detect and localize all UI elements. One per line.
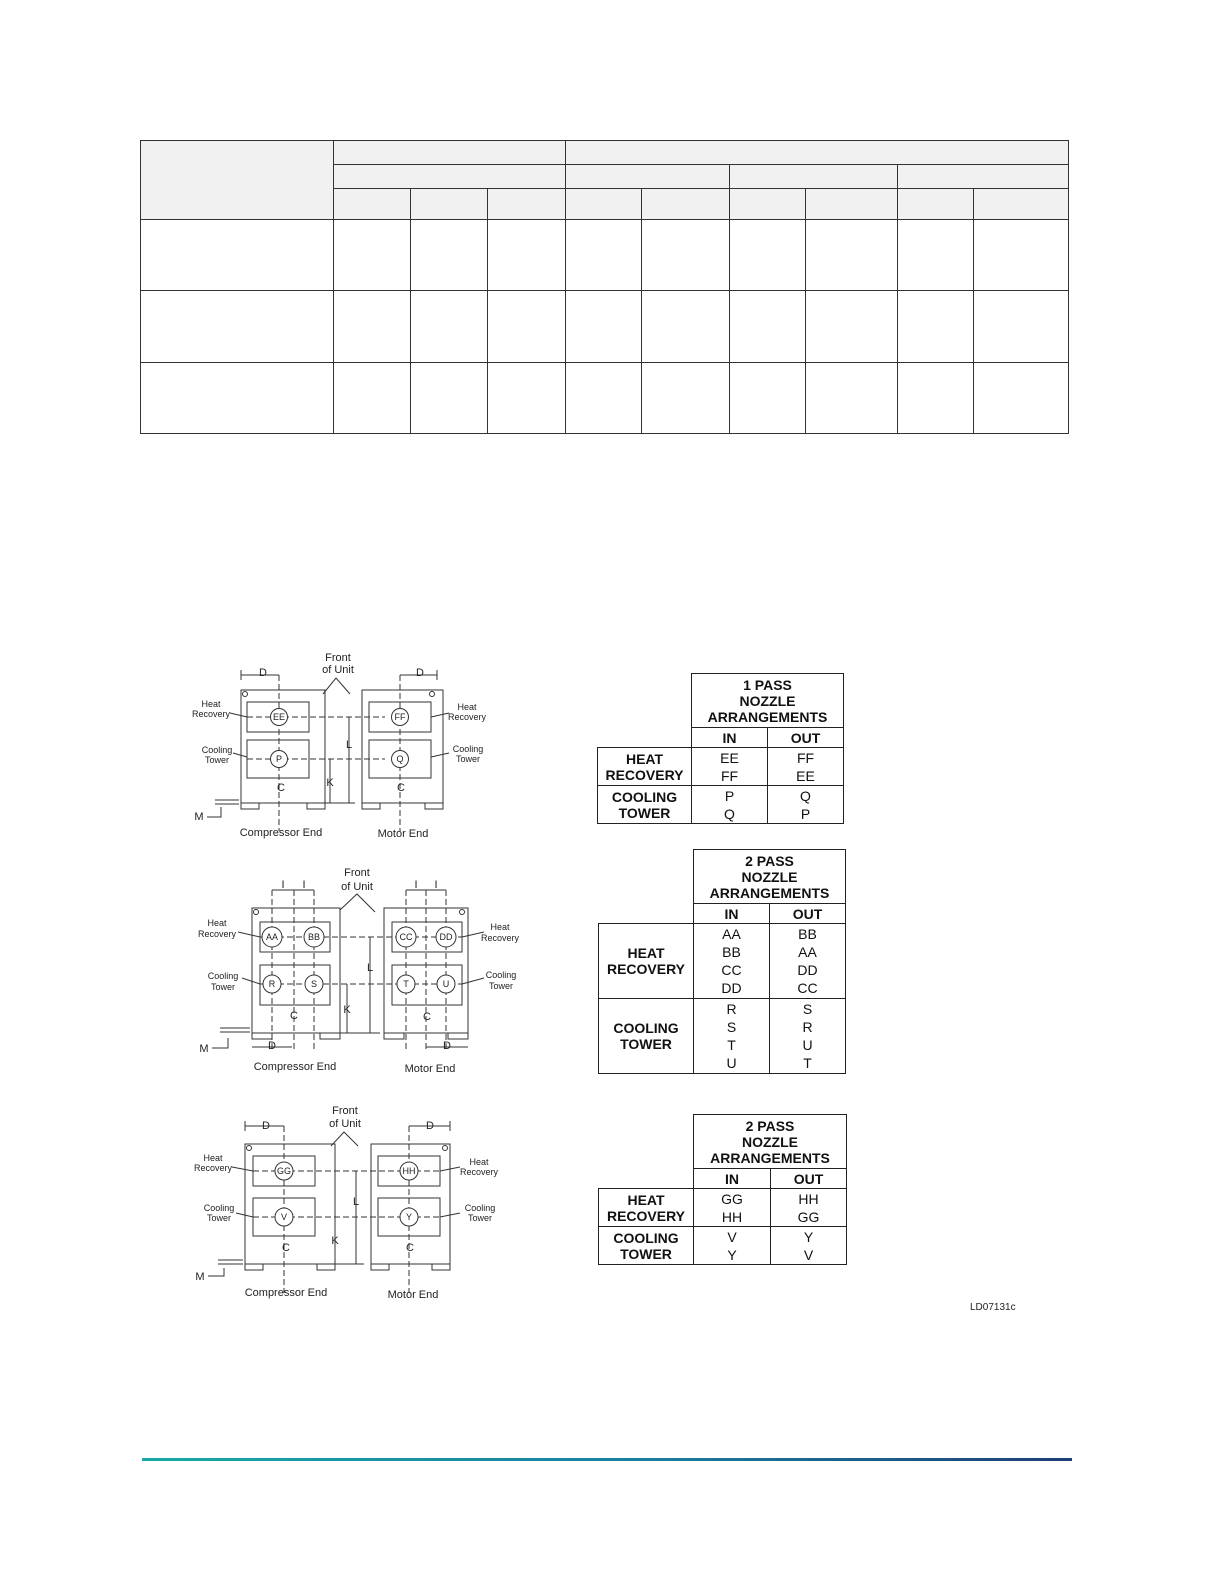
table-header-cell	[898, 189, 974, 220]
cool-in-cell: P Q	[692, 786, 768, 824]
centerline-symbol: C	[277, 782, 285, 794]
table-cell	[566, 362, 642, 433]
table-cell	[806, 362, 898, 433]
table-cell	[898, 220, 974, 291]
dim-l-label: L	[345, 739, 353, 751]
table-header-cell	[566, 189, 642, 220]
table-row	[599, 1227, 847, 1265]
table-cell	[642, 220, 730, 291]
nozzle-u-label: U	[442, 979, 450, 989]
dim-d-label: D	[426, 1120, 434, 1132]
table-cell	[488, 362, 566, 433]
row-header-heat-recovery: HEAT RECOVERY	[599, 924, 694, 999]
compressor-end-label: Compressor End	[253, 1061, 337, 1073]
heat-recovery-label-right: Heat	[490, 922, 510, 932]
front-of-unit-line2: of Unit	[322, 664, 354, 676]
heat-out-cell: HH GG	[771, 1189, 847, 1227]
table-row	[141, 362, 1069, 433]
row-header-heat-recovery: HEAT RECOVERY	[599, 1189, 694, 1227]
heat-recovery-label-left: Heat	[201, 699, 221, 709]
dim-d-label: D	[262, 1120, 270, 1132]
cooling-tower-label-right: Cooling	[452, 744, 484, 754]
dim-k-label: K	[343, 1004, 351, 1016]
nozzle-ee-label: EE	[272, 712, 286, 722]
centerline-symbol: C	[423, 1011, 431, 1023]
table-header-cell	[334, 165, 566, 189]
front-of-unit-line2: of Unit	[329, 1118, 361, 1130]
table-row	[599, 999, 846, 1074]
nozzle-t-label: T	[403, 979, 409, 989]
table-cell	[411, 291, 488, 362]
cool-in-cell: R S T U	[694, 999, 770, 1074]
cool-in-cell: V Y	[694, 1227, 771, 1265]
motor-end-label: Motor End	[404, 1063, 456, 1075]
nozzle-q-label: Q	[396, 754, 404, 764]
dim-d-label: D	[259, 667, 267, 679]
table-row	[598, 786, 844, 824]
table-row	[141, 291, 1069, 362]
table-cell	[566, 220, 642, 291]
table-header-cell	[411, 189, 488, 220]
nozzle-gg-label: GG	[276, 1166, 292, 1176]
cooling-tower-label-left-2: Tower	[206, 1213, 232, 1223]
cooling-tower-label-left-2: Tower	[210, 982, 236, 992]
nozzle-bb-label: BB	[307, 932, 321, 942]
table-header-cell	[974, 189, 1069, 220]
table-row	[599, 1189, 847, 1227]
nozzle-ff-label: FF	[394, 712, 406, 722]
table-cell	[974, 362, 1069, 433]
heat-recovery-label-right-2: Recovery	[459, 1167, 499, 1177]
heat-recovery-label-left: Heat	[207, 918, 227, 928]
table-cell	[730, 220, 806, 291]
table-header-cell	[642, 189, 730, 220]
table-header-cell	[488, 189, 566, 220]
table-cell	[411, 362, 488, 433]
column-header-out: OUT	[770, 904, 846, 924]
column-header-in: IN	[694, 1169, 771, 1189]
table-cell	[334, 291, 411, 362]
table-cell	[334, 220, 411, 291]
nozzle-diagram-2-pass-a	[190, 860, 530, 1080]
row-header-cooling-tower: COOLING TOWER	[598, 786, 692, 824]
table-cell	[898, 291, 974, 362]
dim-m-label: M	[199, 1043, 209, 1055]
table-cell	[898, 362, 974, 433]
heat-out-cell: BB AA DD CC	[770, 924, 846, 999]
column-header-in: IN	[694, 904, 770, 924]
row-header-cooling-tower: COOLING TOWER	[599, 1227, 694, 1265]
nozzle-dd-label: DD	[439, 932, 453, 942]
nozzle-r-label: R	[268, 979, 276, 989]
cool-out-cell: Q P	[768, 786, 844, 824]
table-header-cell	[566, 165, 730, 189]
motor-end-label: Motor End	[387, 1289, 439, 1301]
table-header-cell	[566, 141, 1069, 165]
table-header-cell	[898, 165, 1069, 189]
dim-d-label: D	[443, 1040, 451, 1052]
centerline-symbol: C	[290, 1010, 298, 1022]
footer-rule	[142, 1458, 1072, 1461]
column-header-in: IN	[692, 728, 768, 748]
centerline-symbol: C	[406, 1242, 414, 1254]
cooling-tower-label-right-2: Tower	[467, 1213, 493, 1223]
heat-recovery-label-left: Heat	[203, 1153, 223, 1163]
heat-recovery-label-left-2: Recovery	[193, 1163, 233, 1173]
nozzle-arrangement-table-2-pass-a	[598, 849, 846, 1074]
compressor-end-label: Compressor End	[244, 1287, 328, 1299]
dim-d-label: D	[268, 1040, 276, 1052]
cooling-tower-label-left: Cooling	[203, 1203, 235, 1213]
table-cell	[806, 291, 898, 362]
nozzle-p-label: P	[275, 754, 283, 764]
motor-end-label: Motor End	[377, 828, 429, 840]
table-header-cell	[730, 189, 806, 220]
table-header-cell	[334, 141, 566, 165]
front-of-unit-line1: Front	[325, 652, 351, 664]
nozzle-arrangement-table-1-pass	[597, 673, 844, 824]
table-cell	[642, 362, 730, 433]
table-cell	[806, 220, 898, 291]
dim-l-label: L	[366, 962, 374, 974]
cool-out-cell: Y V	[771, 1227, 847, 1265]
table-row	[599, 924, 846, 999]
dim-i-label: I	[414, 879, 418, 891]
nozzle-v-label: V	[280, 1212, 288, 1222]
cool-out-cell: S R U T	[770, 999, 846, 1074]
cooling-tower-label-right: Cooling	[485, 970, 517, 980]
table-cell	[642, 291, 730, 362]
dim-l-label: L	[352, 1196, 360, 1208]
table-header-cell	[730, 165, 898, 189]
table-cell	[141, 220, 334, 291]
front-of-unit-line2: of Unit	[341, 881, 373, 893]
front-of-unit-line1: Front	[332, 1105, 358, 1117]
nozzle-cc-label: CC	[399, 932, 413, 942]
nozzle-hh-label: HH	[402, 1166, 416, 1176]
table-row	[141, 220, 1069, 291]
heat-in-cell: EE FF	[692, 748, 768, 786]
nozzle-y-label: Y	[405, 1212, 413, 1222]
heat-recovery-label-left-2: Recovery	[197, 929, 237, 939]
table-cell	[974, 220, 1069, 291]
table-cell	[730, 291, 806, 362]
heat-in-cell: AA BB CC DD	[694, 924, 770, 999]
dim-k-label: K	[326, 777, 334, 789]
cooling-tower-label-right-2: Tower	[488, 981, 514, 991]
table-header-cell	[806, 189, 898, 220]
heat-out-cell: FF EE	[768, 748, 844, 786]
table-cell	[488, 291, 566, 362]
nozzle-aa-label: AA	[265, 932, 279, 942]
heat-in-cell: GG HH	[694, 1189, 771, 1227]
column-header-out: OUT	[768, 728, 844, 748]
table-row	[598, 748, 844, 786]
dim-i-label: I	[302, 879, 306, 891]
nozzle-arrangement-table-2-pass-b	[598, 1114, 847, 1265]
dim-d-label: D	[416, 667, 424, 679]
table-cell	[334, 362, 411, 433]
table-header-row	[141, 141, 1069, 165]
dim-m-label: M	[194, 811, 204, 823]
dim-m-label: M	[195, 1271, 205, 1283]
front-of-unit-line1: Front	[344, 867, 370, 879]
table-cell	[411, 220, 488, 291]
nozzle-diagram-2-pass-b	[188, 1098, 508, 1308]
cooling-tower-label-right: Cooling	[464, 1203, 496, 1213]
cooling-tower-label-left: Cooling	[201, 745, 233, 755]
nozzle-diagram-1-pass	[185, 645, 515, 845]
table-cell	[566, 291, 642, 362]
table-cell	[141, 291, 334, 362]
cooling-tower-label-left: Cooling	[207, 971, 239, 981]
compressor-end-label: Compressor End	[239, 827, 323, 839]
centerline-symbol: C	[397, 782, 405, 794]
heat-recovery-label-right-2: Recovery	[480, 933, 520, 943]
dim-i-label: I	[434, 879, 438, 891]
heat-recovery-label-right: Heat	[457, 702, 477, 712]
table-corner-cell	[141, 141, 334, 220]
table-header-cell	[334, 189, 411, 220]
dim-k-label: K	[331, 1235, 339, 1247]
table-cell	[974, 291, 1069, 362]
dim-i-label: I	[281, 879, 285, 891]
cooling-tower-label-right-2: Tower	[455, 754, 481, 764]
cooling-tower-label-left-2: Tower	[204, 755, 230, 765]
table-cell	[488, 220, 566, 291]
heat-recovery-label-left-2: Recovery	[191, 709, 231, 719]
table-title: 2 PASS NOZZLE ARRANGEMENTS	[694, 850, 846, 904]
centerline-symbol: C	[282, 1242, 290, 1254]
heat-recovery-label-right-2: Recovery	[447, 712, 487, 722]
table-cell	[141, 362, 334, 433]
table-title: 2 PASS NOZZLE ARRANGEMENTS	[694, 1115, 847, 1169]
nozzle-s-label: S	[310, 979, 318, 989]
table-cell	[730, 362, 806, 433]
table-title: 1 PASS NOZZLE ARRANGEMENTS	[692, 674, 844, 728]
row-header-heat-recovery: HEAT RECOVERY	[598, 748, 692, 786]
heat-recovery-label-right: Heat	[469, 1157, 489, 1167]
row-header-cooling-tower: COOLING TOWER	[599, 999, 694, 1074]
column-header-out: OUT	[771, 1169, 847, 1189]
drawing-id: LD07131c	[970, 1302, 1016, 1313]
dimensions-table	[140, 140, 1069, 434]
